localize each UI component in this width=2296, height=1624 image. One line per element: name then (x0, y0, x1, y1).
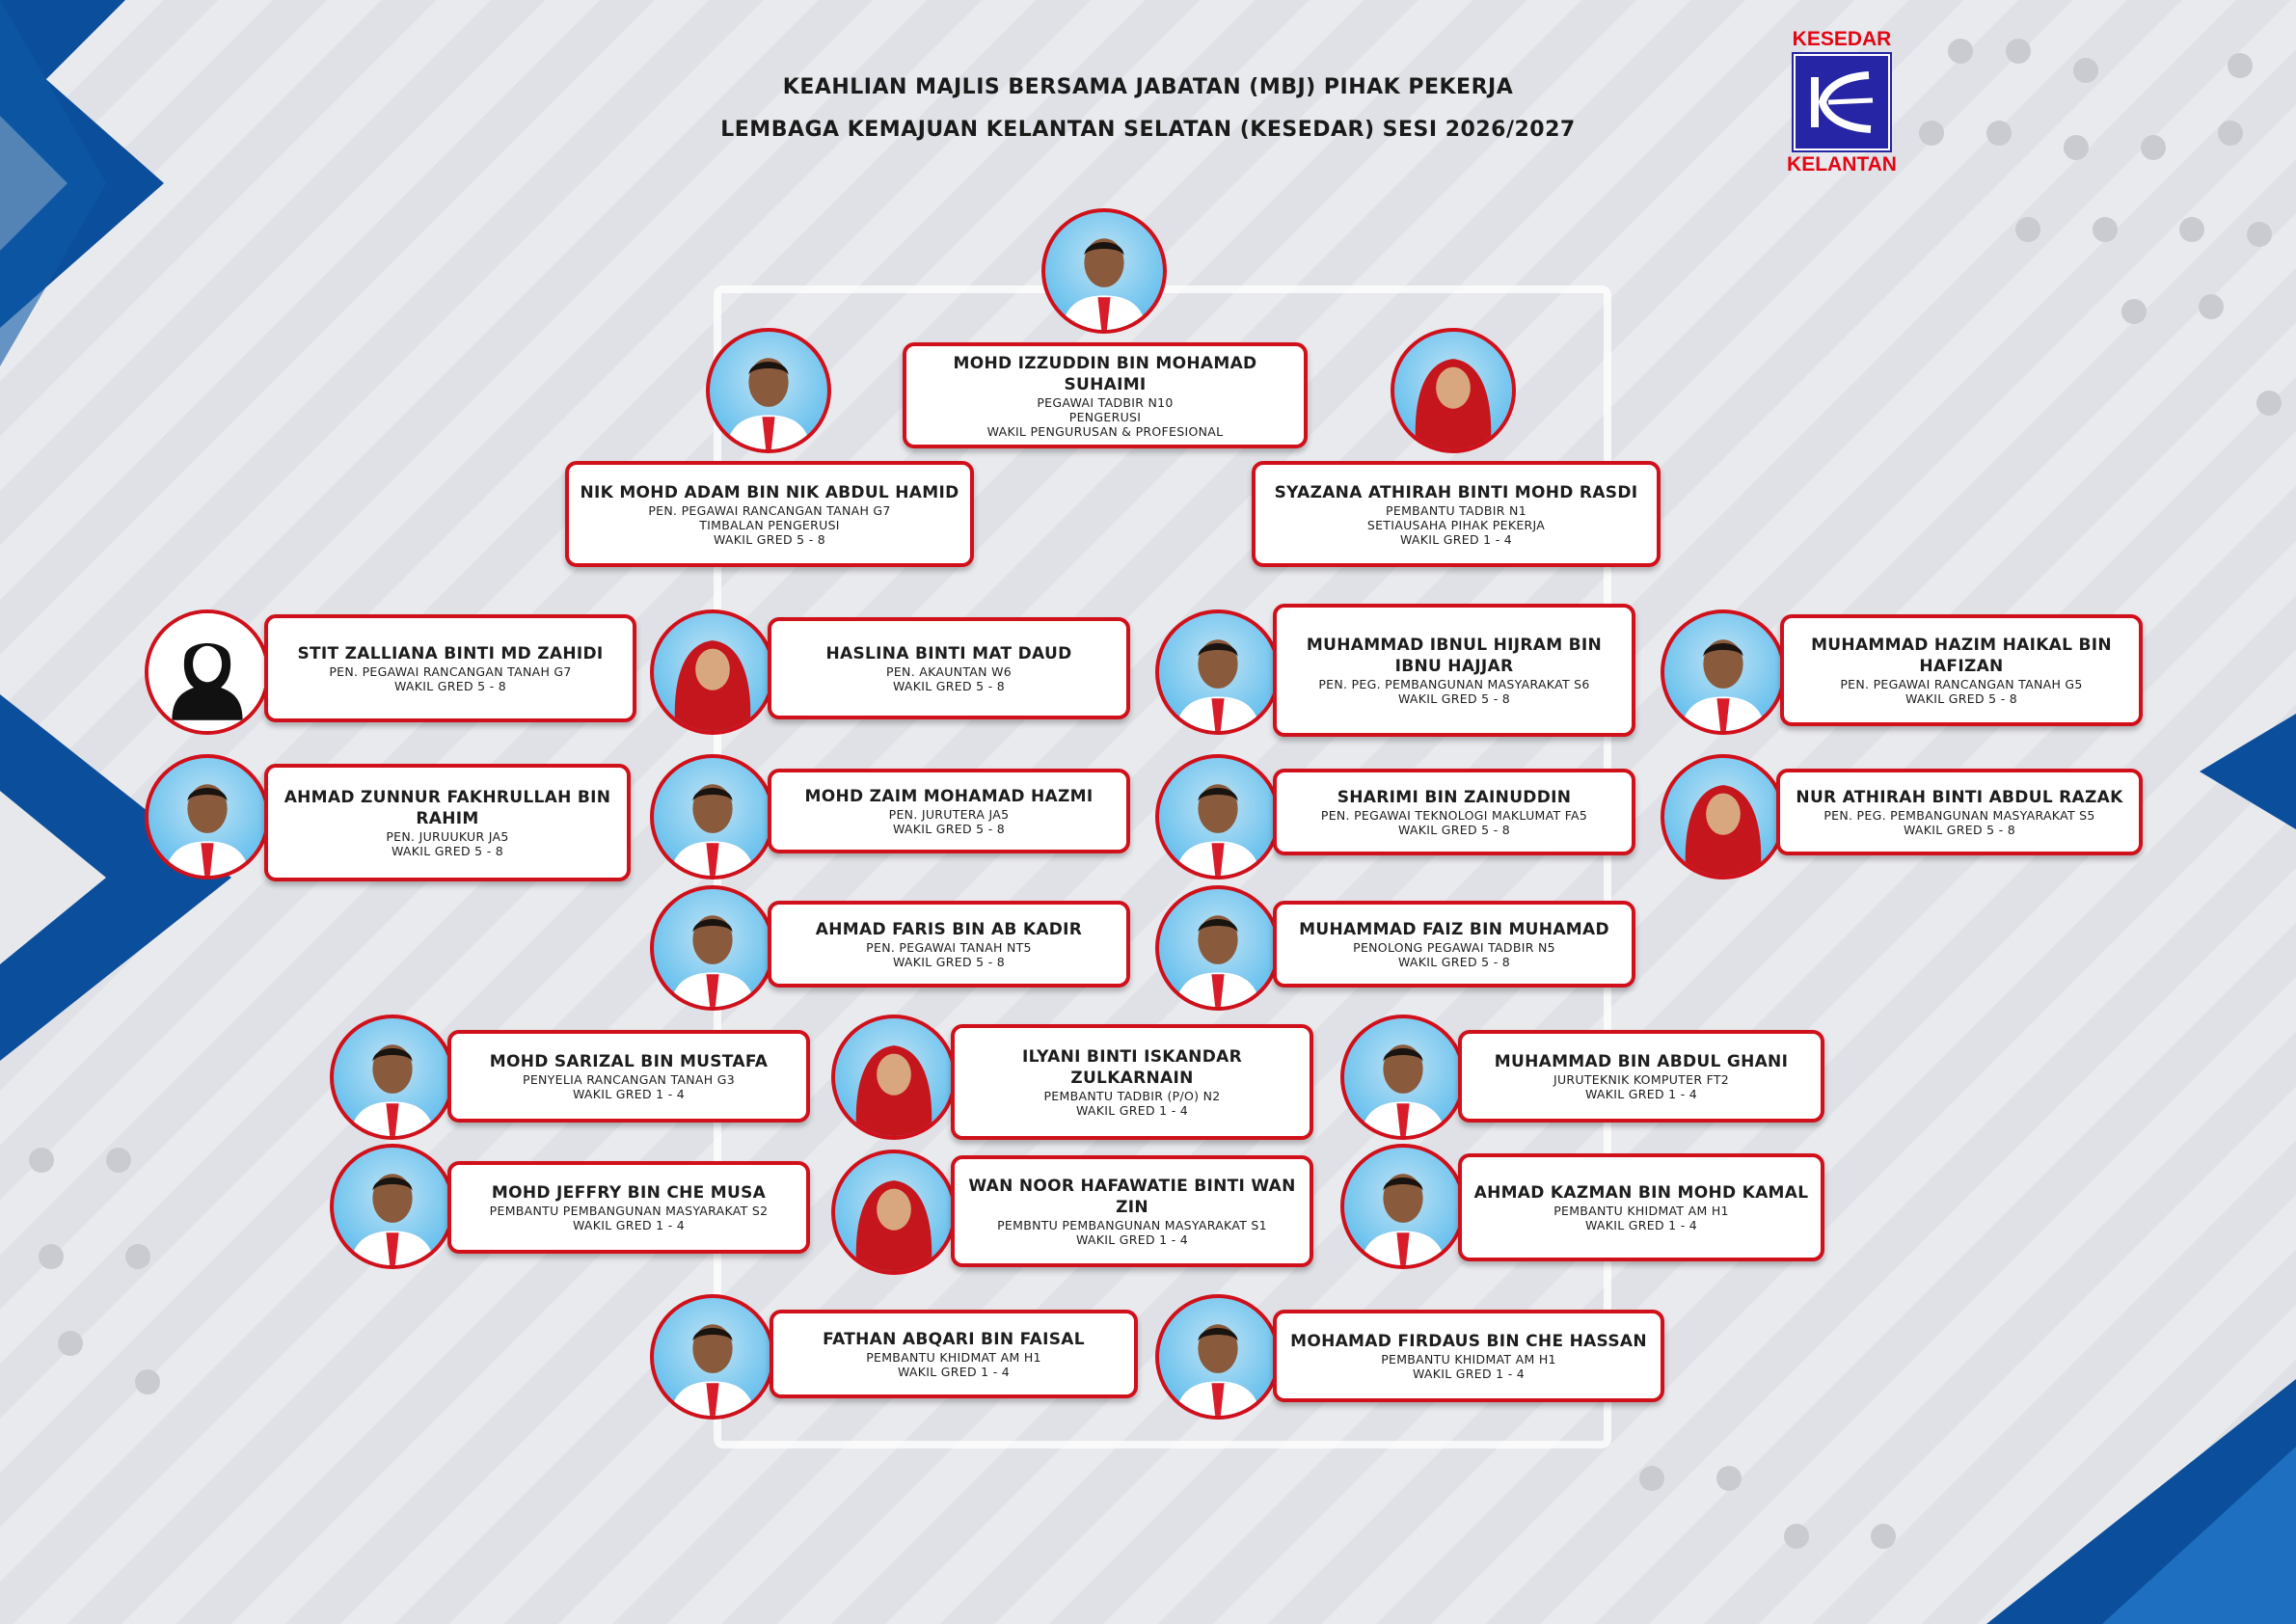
member-card (1780, 614, 2143, 726)
member-name: AHMAD KAZMAN BIN MOHD KAMAL (1473, 1183, 1809, 1203)
member-card (770, 1310, 1138, 1398)
logo-emblem-icon (1794, 54, 1890, 150)
member-position: PEMBANTU KHIDMAT AM H1 (1381, 1352, 1556, 1367)
member-name: MOHD SARIZAL BIN MUSTAFA (489, 1052, 769, 1071)
member-name: AHMAD FARIS BIN AB KADIR (815, 920, 1083, 939)
member-name: NIK MOHD ADAM BIN NIK ABDUL HAMID (580, 482, 959, 502)
member-position: PEMBANTU TADBIR (P/O) N2 (1043, 1089, 1221, 1103)
member-representation: WAKIL GRED 5 - 8 (713, 531, 826, 547)
member-name: NUR ATHIRAH BINTI ABDUL RAZAK (1796, 788, 2123, 807)
member-representation: WAKIL GRED 1 - 4 (1075, 1103, 1189, 1118)
member-position: PEN. PEGAWAI RANCANGAN TANAH G5 (1840, 677, 2083, 691)
woman-photo (831, 1015, 957, 1140)
member-name: MUHAMMAD HAZIM HAIKAL BIN HAFIZAN (1811, 636, 2112, 676)
member-card (1458, 1153, 1824, 1261)
member-representation: WAKIL GRED 5 - 8 (391, 844, 504, 858)
member-representation: WAKIL GRED 5 - 8 (1397, 955, 1511, 969)
member-representation: WAKIL GRED 5 - 8 (1904, 691, 2018, 706)
member-representation: WAKIL PENGURUSAN & PROFESIONAL (986, 423, 1224, 439)
page-title-line-2: LEMBAGA KEMAJUAN KELANTAN SELATAN (KESEDAR) SESI 2026/2027 (720, 118, 1576, 142)
member-position: PEN. JURUTERA JA5 (888, 807, 1010, 822)
member-position: PENYELIA RANCANGAN TANAH G3 (523, 1072, 735, 1087)
member-card (1273, 604, 1635, 737)
woman-photo (1391, 328, 1516, 453)
member-position: PEMBNTU PEMBANGUNAN MASYARAKAT S1 (997, 1218, 1267, 1232)
man-photo (1340, 1015, 1466, 1140)
man-photo (650, 885, 775, 1011)
member-name: MUHAMMAD BIN ABDUL GHANI (1494, 1052, 1789, 1071)
member-representation: WAKIL GRED 5 - 8 (892, 955, 1006, 969)
member-position: PEN. PEG. PEMBANGUNAN MASYARAKAT S5 (1823, 808, 2095, 823)
member-name: STIT ZALLIANA BINTI MD ZAHIDI (297, 644, 604, 663)
member-position: JURUTEKNIK KOMPUTER FT2 (1553, 1072, 1730, 1087)
member-representation: WAKIL GRED 1 - 4 (1584, 1218, 1698, 1232)
member-name: ILYANI BINTI ISKANDAR ZULKARNAIN (1022, 1047, 1242, 1088)
member-position: PEMBANTU KHIDMAT AM H1 (866, 1350, 1041, 1365)
man-photo (1661, 609, 1786, 735)
man-photo (650, 1294, 775, 1420)
member-name: MUHAMMAD FAIZ BIN MUHAMAD (1299, 920, 1609, 939)
member-card-chairman (903, 342, 1308, 448)
member-position: PEN. AKAUNTAN W6 (886, 664, 1012, 679)
member-card (1273, 901, 1635, 988)
member-card (1458, 1030, 1824, 1123)
member-name: FATHAN ABQARI BIN FAISAL (823, 1330, 1085, 1349)
member-card-secretary (1252, 461, 1661, 567)
man-photo (706, 328, 831, 453)
member-card (1273, 769, 1635, 855)
member-representation: WAKIL GRED 5 - 8 (1397, 823, 1511, 837)
woman-photo (650, 609, 775, 735)
member-name: MOHD IZZUDDIN BIN MOHAMAD SUHAIMI (953, 353, 1257, 394)
member-position: PEN. PEGAWAI RANCANGAN TANAH G7 (329, 664, 572, 679)
man-photo (145, 754, 270, 880)
member-role: TIMBALAN PENGERUSI (699, 517, 840, 532)
member-position: PEN. PEGAWAI RANCANGAN TANAH G7 (648, 502, 891, 518)
member-card (447, 1030, 810, 1123)
member-card (768, 769, 1130, 853)
member-card (1776, 769, 2143, 855)
member-role: PENGERUSI (1068, 409, 1142, 424)
member-card-vice-chairman (565, 461, 974, 567)
man-photo (1155, 1294, 1281, 1420)
member-position: PEN. PEG. PEMBANGUNAN MASYARAKAT S6 (1318, 677, 1590, 691)
man-photo (1155, 609, 1281, 735)
man-photo (1340, 1144, 1466, 1269)
member-card (264, 764, 631, 881)
man-photo (1155, 885, 1281, 1011)
woman-photo (831, 1150, 957, 1275)
member-card (768, 901, 1130, 988)
member-name: MOHAMAD FIRDAUS BIN CHE HASSAN (1290, 1332, 1647, 1351)
member-position: PEMBANTU TADBIR N1 (1386, 502, 1526, 518)
kesedar-logo (1782, 29, 1902, 188)
member-name: SYAZANA ATHIRAH BINTI MOHD RASDI (1274, 482, 1638, 502)
member-card (1273, 1310, 1664, 1402)
logo-bottom-text: KELANTAN (1787, 153, 1897, 176)
woman-photo (1661, 754, 1786, 880)
member-position: PEMBANTU KHIDMAT AM H1 (1553, 1204, 1729, 1218)
member-card (447, 1161, 810, 1254)
member-representation: WAKIL GRED 1 - 4 (1075, 1232, 1189, 1247)
man-photo (1041, 208, 1167, 334)
member-name: WAN NOOR HAFAWATIE BINTI WAN ZIN (968, 1177, 1296, 1217)
man-photo (1155, 754, 1281, 880)
member-representation: WAKIL GRED 1 - 4 (1399, 531, 1513, 547)
page-title-line-1: KEAHLIAN MAJLIS BERSAMA JABATAN (MBJ) PIHAK PEKERJA (782, 75, 1514, 99)
member-name: HASLINA BINTI MAT DAUD (825, 644, 1072, 663)
member-name: MOHD ZAIM MOHAMAD HAZMI (804, 787, 1094, 806)
member-representation: WAKIL GRED 5 - 8 (393, 679, 507, 693)
member-card (951, 1155, 1313, 1267)
member-position: PENOLONG PEGAWAI TADBIR N5 (1353, 940, 1555, 955)
member-representation: WAKIL GRED 5 - 8 (892, 822, 1006, 836)
member-position: PEN. PEGAWAI TEKNOLOGI MAKLUMAT FA5 (1320, 808, 1588, 823)
member-representation: WAKIL GRED 5 - 8 (1903, 823, 2016, 837)
member-position: PEGAWAI TADBIR N10 (1037, 394, 1174, 410)
man-photo (330, 1144, 455, 1269)
member-representation: WAKIL GRED 5 - 8 (892, 679, 1006, 693)
member-card (264, 614, 636, 722)
member-representation: WAKIL GRED 5 - 8 (1397, 691, 1511, 706)
member-position: PEN. PEGAWAI TANAH NT5 (866, 940, 1032, 955)
member-representation: WAKIL GRED 1 - 4 (572, 1218, 686, 1232)
member-representation: WAKIL GRED 1 - 4 (1412, 1367, 1526, 1381)
member-role: SETIAUSAHA PIHAK PEKERJA (1366, 517, 1546, 532)
man-photo (330, 1015, 455, 1140)
logo-top-text: KESEDAR (1792, 28, 1892, 50)
member-position: PEN. JURUUKUR JA5 (386, 829, 509, 844)
member-representation: WAKIL GRED 1 - 4 (572, 1087, 686, 1101)
member-position: PEMBANTU PEMBANGUNAN MASYARAKAT S2 (489, 1204, 769, 1218)
member-representation: WAKIL GRED 1 - 4 (897, 1365, 1011, 1379)
bottom-right-triangle-decoration (1697, 1379, 2296, 1624)
member-name: MUHAMMAD IBNUL HIJRAM BIN IBNU HAJJAR (1306, 636, 1603, 676)
background-frame-decoration (714, 285, 1611, 1448)
member-card (951, 1024, 1313, 1140)
member-name: SHARIMI BIN ZAINUDDIN (1337, 788, 1572, 807)
silhouette-placeholder (145, 609, 270, 735)
member-name: AHMAD ZUNNUR FAKHRULLAH BIN RAHIM (284, 788, 611, 828)
member-name: MOHD JEFFRY BIN CHE MUSA (491, 1183, 767, 1203)
member-card (768, 617, 1130, 719)
member-representation: WAKIL GRED 1 - 4 (1584, 1087, 1698, 1101)
man-photo (650, 754, 775, 880)
